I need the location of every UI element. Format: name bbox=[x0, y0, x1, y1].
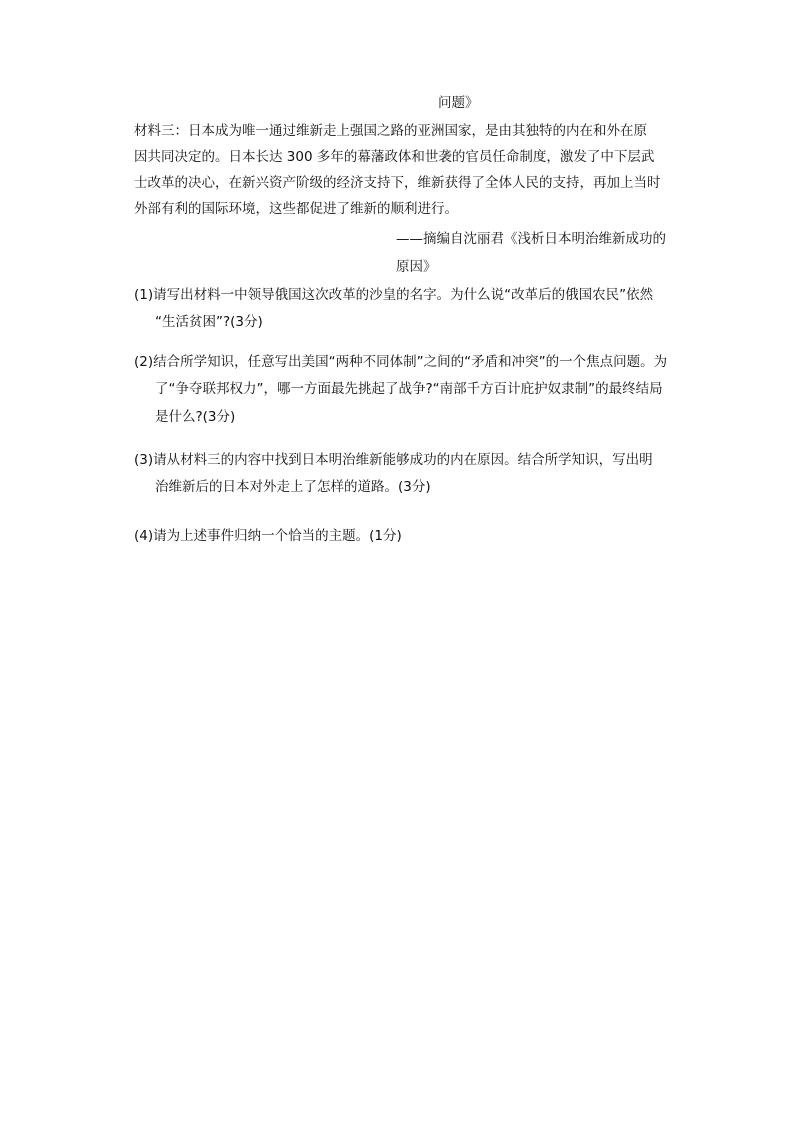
material-three-line: 士改革的决心，在新兴资产阶级的经济支持下，维新获得了全体人民的支持，再加上当时 bbox=[134, 175, 661, 191]
material-three-line: 材料三：日本成为唯一通过维新走上强国之路的亚洲国家，是由其独特的内在和外在原 bbox=[134, 123, 647, 139]
question-line: (2)结合所学知识，任意写出美国“两种不同体制”之间的“矛盾和冲突”的一个焦点问题。为 bbox=[134, 354, 668, 370]
question-line: (3)请从材料三的内容中找到日本明治维新能够成功的内在原因。结合所学知识，写出明 bbox=[134, 452, 653, 468]
question-line: 了“争夺联邦权力”，哪一方面最先挑起了战争?“南部千方百计庇护奴隶制”的最终结局 bbox=[155, 381, 663, 397]
material-three-line: 外部有利的国际环境，这些都促进了维新的顺利进行。 bbox=[134, 201, 458, 217]
material-three-line: 因共同决定的。日本长达 300 多年的幕藩政体和世袭的官员任命制度，激发了中下层武 bbox=[134, 149, 655, 165]
question-line: (4)请为上述事件归纳一个恰当的主题。(1分) bbox=[134, 528, 402, 544]
question-line: 是什么?(3分) bbox=[155, 409, 236, 425]
question-line: 治维新后的日本对外走上了怎样的道路。(3分) bbox=[155, 479, 431, 495]
source-tail: 问题》 bbox=[438, 95, 479, 111]
material-three-source: 原因》 bbox=[396, 259, 437, 275]
question-line: “生活贫困”?(3分) bbox=[155, 314, 263, 330]
material-three-source: ——摘编自沈丽君《浅析日本明治维新成功的 bbox=[396, 231, 666, 247]
question-line: (1)请写出材料一中领导俄国这次改革的沙皇的名字。为什么说“改革后的俄国农民”依然 bbox=[134, 287, 654, 303]
